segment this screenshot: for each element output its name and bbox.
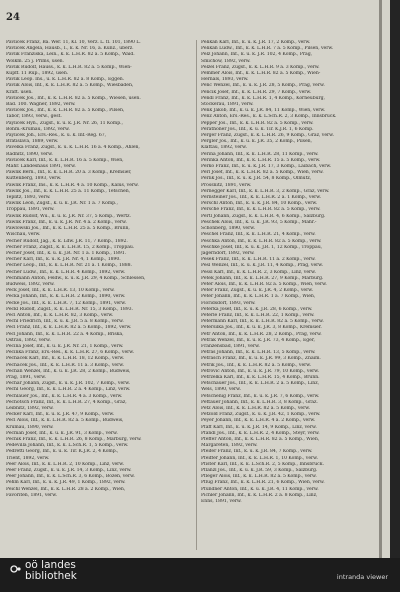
directory-entry-line: Pendl Franz, Inf., k. k. L.H.R. 1, 4 Komp., Korneuburg, bbox=[201, 95, 325, 101]
directory-entry-line: Pawlowski Jos., Inf., k. k. L.H.R. 25 a. 5 Komp., Brunn, bbox=[6, 226, 130, 232]
directory-entry-line: Peschel Franz, Inf., k. k. L.H.R. 21, 4 Komp., verw. bbox=[201, 232, 316, 238]
directory-entry-line: Petr Anton, Inf., k. k. L.H.R. 28, 2 Komp., Prag, verw. bbox=[201, 331, 322, 337]
directory-entry-line: Kupff. 11 Rup., 1892, usen. bbox=[6, 71, 69, 77]
directory-entry-line: Kraft. usen. bbox=[6, 89, 33, 95]
directory-entry-line: Enns, 1891, verw. bbox=[201, 499, 242, 505]
directory-entry-line: Budweis, 1892, verw. bbox=[6, 281, 55, 287]
directory-entry-line: Perko Franz, Inf., k. u. k. J.R. 17, 3 Komp., Laibach, verw. bbox=[201, 164, 332, 170]
directory-entry-line: Paylicek Joh., Ers.-Res., k. u. k. Inf.-Reg. 67, bbox=[6, 133, 107, 139]
directory-entry-line: Peer Alois, Inf., k. k. L.H.R. 2, 10 Komp., Linz, verw. bbox=[6, 461, 125, 467]
directory-entry-line: Pechotsch Franz, Inf., k. k. L.H.R. 27, 4 Komp., Graz, bbox=[6, 399, 127, 405]
directory-entry-line: Pelz Johann, Inf., k. u. k. J.R. 102, 4 Komp., Prag, bbox=[201, 52, 313, 58]
directory-entry-line: Floridsdorf, 1893, verw. bbox=[201, 300, 256, 306]
directory-entry-line: Pavlik Leop. Ins., u. k. L.H.R. 82 a. 8 Komp., Eggen. bbox=[6, 77, 125, 83]
directory-entry-line: Perger Franz, Zugsf., k. k. L.H.R. 26, 9 Komp., Graz, verw. bbox=[201, 133, 334, 139]
directory-entry-line: Peter Franz, Zugsf., k. u. k. J.R. 4, 2 Komp., verw. bbox=[201, 288, 313, 294]
directory-entry-line: Pfeffer Anton, Inf., k. k. L.H.R. 82 a. 5 Komp., Wien, bbox=[201, 437, 320, 442]
directory-entry-line: Perschl Anton, Inf., k. u. k. J.R. 84, 10 Komp., verw. bbox=[201, 201, 318, 207]
directory-entry-line: Margareten, 1892, verw. bbox=[201, 443, 258, 449]
directory-entry-line: Schonberg, 1890, verw. bbox=[201, 226, 255, 232]
directory-entry-line: Peschka Anton, Inf., k. k. L.H.R. 82 a. 5 Komp., verw. bbox=[201, 238, 322, 244]
library-logo-icon[interactable] bbox=[10, 563, 22, 575]
directory-entry-line: Peter Johann, Inf., k. k. L.H.R. 1 a. 7 Komp., Wien, bbox=[201, 294, 316, 300]
viewer-credit[interactable]: intranda viewer bbox=[336, 573, 388, 581]
directory-entry-line: Pemmer Alois, Inf., k. k. L.H.R. 82 a. 5 Komp., Wien- bbox=[201, 71, 321, 77]
directory-entry-line: Pflug Franz, Inf., k. k. L.H.R. 21, 6 Komp., Wien, verw. bbox=[201, 480, 325, 486]
directory-entry-line: Pecl Anton, Inf., k. k. L.H.R. 82, 3 Komp., verw. bbox=[6, 312, 114, 318]
directory-entry-line: Troppau, 1891, verw. bbox=[6, 207, 55, 213]
directory-entry-line: Pavlik Franziska, Lein., k. k. L.H.R. 82 a. 5 Komp., Waid. bbox=[6, 52, 135, 58]
directory-entry-line: Perinka Anton, Inf., k. k. L.H.R. 15 a. 5 Komp., verw. bbox=[201, 157, 321, 163]
directory-entry-line: Pecl Johann, Inf., k. k. L.H.R. 22 a. 4 Komp., Briska, bbox=[6, 331, 124, 337]
directory-entry-line: Leibnitz, 1892, verw. bbox=[6, 405, 54, 411]
directory-entry-line: Perlik Jos., Inf., k. u. k. J.R. 54, 8 Komp., Olmutz, bbox=[201, 176, 312, 182]
directory-entry-line: Pichler Johann, Inf., k. k. L.H.R. 2 a. 8 Komp., Linz, bbox=[201, 492, 318, 498]
directory-entry-line: Petzold Franz, Zugsf., k. u. k. J.R. 42, 1 Komp., verw. bbox=[201, 412, 321, 418]
page-number: 24 bbox=[6, 12, 20, 23]
directory-entry-line: Pehm Karl, Inf., k. u. k. J.R. 49, 1 Komp., 1892, verw. bbox=[6, 480, 126, 486]
directory-entry-line: Peer Franz, Zugsf., k. u. k. J.R. 14, 3 Komp., Linz, verw. bbox=[6, 468, 132, 474]
directory-entry-line: Pawlik Jos., Inf., k. k. L.H.R. 25 a. 11 Komp., Tetschen, bbox=[6, 188, 131, 194]
directory-entry-line: Petrik Jos., Inf., k. k. L.H.R. 82 a. 5 Komp., verw. bbox=[201, 362, 312, 368]
directory-entry-line: Perathoner Jos., Inf., k. u. k. Tir. K.J.R. 1, 6 Komp. bbox=[201, 126, 314, 132]
directory-entry-line: Peyer Johann, Inf., k. k. L.H.R. 4 a. 2 Komp., verw. bbox=[201, 418, 316, 424]
directory-entry-line: Pergler Jos., Inf., k. u. k. J.R. 35, 2 Komp., Pilsen, bbox=[201, 139, 312, 145]
directory-entry-line: Petermann Karl, Inf., k. k. L.H.R. 82 a. 5 Komp., verw. bbox=[201, 319, 324, 325]
directory-entry-line: Wischau, verw. bbox=[6, 232, 41, 238]
logo-line-2: bibliothek bbox=[25, 570, 77, 582]
directory-entry-line: Pecke Jos., Inf., k. k. L.H.R. 7, 12 Komp., 1891, verw. bbox=[6, 300, 127, 306]
directory-entry-line: Pencik Josef, Inf., k. k. L.H.R. 29, 7 Komp., verw. bbox=[201, 89, 312, 95]
directory-entry-line: Pflanzl Jos., Inf., k. u. k. J.R. 59, 3 Komp., Salzburg. bbox=[201, 468, 318, 474]
directory-entry-line: Pessl Karl, Inf., k. k. L.H.R. 2, 3 Komp., Linz, verw. bbox=[201, 269, 316, 275]
directory-entry-line: Petschauer Jos., Inf., k. k. L.H.R. 2 a. 5 Komp., Linz, bbox=[201, 381, 319, 387]
directory-entry-line: Pecker Karl, Inf., k. u. k. J.R. 47, 9 Komp., verw. bbox=[6, 412, 115, 418]
directory-entry-line: Pecman Josef, Inf., k. u. k. J.R. 91, 3 Komp., verw. bbox=[6, 430, 118, 436]
directory-entry-line: Pecka Johann, Inf., k. k. L.H.R. 2 Komp., 1890, verw. bbox=[6, 294, 126, 300]
directory-entry-line: Stockerau, 1891, verw. bbox=[201, 102, 254, 108]
directory-entry-line: Pechan Wenzel, Inf., k. u. k. J.R. 28, 2 Komp., Budweis, bbox=[6, 368, 131, 374]
directory-entry-line: Pechacek Jos., Inf., k. k. L.H.R. 11 a. 3 Komp., verw. bbox=[6, 362, 124, 368]
directory-entry-line: Pecher Karl, Inf., k. u. k. J.R. Nr. 4, 1 Komp., 1890. bbox=[6, 257, 121, 263]
directory-entry-line: Pfeiffer Johann, Inf., k. k. L.H.R. 1, 10 Komp., verw. bbox=[201, 455, 318, 461]
directory-entry-line: Pechl Friedrich, Inf., k. u. k. J.R. 5 a. 8 Komp., verw. bbox=[6, 319, 124, 325]
right-column bbox=[201, 40, 384, 552]
directory-entry-line: Pechacek Karl, Inf., k. k. L.H.R. 18, 12 Komp., verw. bbox=[6, 356, 125, 362]
directory-entry-line: Pavlicek Franz, Ba. Wer. 11, Kl. 10, Verz. L. fl. 101, 1890 L. bbox=[6, 40, 141, 45]
directory-entry-line: Pettauer Johann, Inf., k. k. L.H.R. 3, 8 Komp., Graz. bbox=[201, 399, 318, 405]
directory-entry-line: Hernals, 1893, verw. bbox=[201, 77, 249, 83]
directory-entry-line: Penc Wenzel, Inf., k. u. k. J.R. 28, 5 Komp., Prag, verw. bbox=[201, 83, 325, 89]
directory-entry-line: Pfleger Alois, Inf., k. k. L.H.R. 82 a. 5 Komp., verw. bbox=[201, 474, 317, 480]
directory-entry-line: Perl Josef, Inf., k. k. L.H.R. 82 a. 5 Komp., Wien, verw. bbox=[201, 170, 324, 176]
directory-entry-line: Petschenig Franz, Inf., k. u. k. J.R. 7, 6 Komp., verw. bbox=[201, 393, 320, 399]
directory-entry-line: Bohm.-Krumau, 1892, verw. bbox=[6, 126, 70, 132]
directory-entry-line: Pecnik Franz, Inf., k. k. L.H.R. 26, 8 Komp., Marburg, verw. bbox=[6, 437, 142, 442]
directory-entry-line: Pecher Ludw., Inf., k. k. L.H.R. 4 Komp., 1892, verw. bbox=[6, 269, 126, 275]
directory-entry-line: Pepper Jos., Inf., k. k. L.H.R. 82 a. 5 Komp., verw. bbox=[201, 120, 314, 126]
directory-entry-line: Pawlik Leon, Zugsf., k. u. k. J.R. Nr. 1 a. 7 Komp., bbox=[6, 201, 118, 207]
directory-entry-line: Radnitz, 1890, verw. bbox=[6, 151, 53, 157]
column-divider bbox=[196, 40, 197, 550]
directory-entry-line: Pecher Josef, Inf., k. u. k. J.R. Nr. 1 a. 1 Komp., 1891. bbox=[6, 250, 127, 256]
directory-entry-line: Peterle Franz, Inf., k. k. L.H.R. 22, 1 Komp., verw. bbox=[201, 312, 315, 318]
left-column bbox=[6, 40, 189, 552]
directory-entry-line: Pavlicek Angela, Hausb., I., k. k. Nr. 16, a. Kunz., uberz. bbox=[6, 46, 134, 52]
directory-entry-line: Pesek Franz, Inf., k. k. L.H.R. 11 a. 2 Komp., verw. bbox=[201, 257, 316, 263]
directory-entry-line: Pelzel Franz, Zugsf., k. k. L.H.R. 9 a. 3 Komp., verw. bbox=[201, 64, 320, 70]
directory-entry-line: Pfeifer Franz, Inf., k. u. k. J.R. 84, 7 Komp., verw. bbox=[201, 449, 313, 455]
directory-entry-line: Pecl Alois, Inf., k. k. L.H.R. 82 a. 5 Komp., Budweis, bbox=[6, 418, 124, 424]
directory-entry-line: Petrak Wenzel, Inf., k. u. k. J.R. 73, 4 Komp., Eger, bbox=[201, 337, 315, 343]
directory-entry-line: Peterka Josef, Inf., k. u. k. J.R. 28, 6 Komp., verw. bbox=[201, 306, 313, 312]
directory-entry-line: Smichow, 1892, verw. bbox=[201, 58, 251, 64]
directory-entry-line: Pernsteiner Jos., Inf., k. k. L.H.R. 2 a. 1 Komp., verw. bbox=[201, 195, 322, 201]
directory-entry-line: Ostrau, 1892, verw. bbox=[6, 337, 51, 343]
directory-entry-line: Pechlauer Jos., Inf., k. k. L.H.R. 4 a. 3 Komp., verw. bbox=[6, 393, 123, 399]
directory-entry-line: Petz Alois, Inf., k. k. L.H.R. 82 a. 5 Komp., verw. bbox=[201, 405, 310, 411]
directory-entry-line: Penz Anton, Ers.-Res., k. k. L.Sch.R. 2, 3 Komp., Innsbruck. bbox=[201, 114, 337, 120]
directory-entry-line: Petersilka Jos., Inf., k. u. k. J.R. 3, 8 Komp., Kremsier. bbox=[201, 325, 322, 331]
directory-entry-line: Pechl Georg, Inf., k. k. L.H.R. 2 a. 4 Komp., Linz, verw. bbox=[6, 387, 131, 393]
directory-entry-line: Pavlik Alois, Inf., k. k. L.H.R. 82 a. 5 Komp., Wiesbaden, bbox=[6, 83, 134, 89]
directory-entry-line: Peter Alois, Inf., k. k. L.H.R. 82 a. 5 Komp., Wien, verw. bbox=[201, 281, 327, 287]
directory-entry-line: Pernegger Karl, Inf., k. k. L.H.R. 3, 2 Komp., Graz, verw. bbox=[201, 188, 330, 194]
directory-entry-line: Paylicek Hyn., Zugsf., k. u. k. J.R. Nr. 26, 11 Komp., bbox=[6, 120, 123, 126]
directory-entry-line: Peckl Rudolf, Zugsf., k. k. L.H.R. Nr. 15, 3 Komp., 1893. bbox=[6, 306, 133, 312]
directory-entry-line: Pecina Josef, Inf., k. u. k. J.R. Nr. 21, 1 Komp., verw. bbox=[6, 343, 124, 349]
logo-line-1: oö landes bbox=[25, 559, 76, 571]
directory-entry-line: Pecher Rudolf, Jag., k. k. Ldw. J.R. 11, 7 Komp., 1892. bbox=[6, 238, 128, 244]
directory-entry-line: Pavelka Franz, Zugsf., k. u. k. L.H.R. 16 a. 4 Komp., Ahlen, bbox=[6, 145, 140, 151]
directory-entry-line: Pfandl Jos., Inf., k. k. L.H.R. 2, 4 Komp., Steyr, verw. bbox=[201, 430, 320, 436]
directory-entry-line: Jagerndorf, 1892, verw. bbox=[201, 250, 255, 256]
directory-entry-line: Pelikan Ludw., Inf., k. k. L.H.R. 7 a. 5 Komp., Pilsen, verw. bbox=[201, 46, 334, 52]
directory-entry-line: Wels, 1890, verw. bbox=[201, 387, 241, 393]
directory-entry-line: Pelikan Karl, Inf., k. u. k. J.R. 17, 2 Komp., verw. bbox=[201, 40, 311, 45]
directory-entry-line: Petrovic Anton, Inf., k. u. k. J.R. 79, 10 Komp., verw. bbox=[201, 368, 320, 374]
directory-entry-line: Pechmann Anton, Feldw., k. u. k. J.R. 29, 4 Komp., Schlessen, bbox=[6, 275, 146, 281]
directory-entry-line: Persche Franz, Inf., k. k. L.H.R. 82 a. 5 Komp., verw. bbox=[201, 207, 321, 213]
directory-entry-line: Peichl Wenzel, Inf., k. k. L.H.R. 28 a. 2 Komp., Wien, bbox=[6, 486, 126, 492]
directory-entry-line: Peck Josef, Inf., k. k. L.H.R. 13, 10 Komp., verw. bbox=[6, 288, 115, 294]
directory-entry-line: Petek Johann, Inf., k. k. L.H.R. 27, 9 Komp., Marburg. bbox=[201, 275, 324, 281]
directory-entry-line: Peschek Alois, Inf., k. u. k. J.R. 93, 5 Komp., Mahr.- bbox=[201, 219, 317, 225]
directory-entry-line: Bad. 100. Wagner, 1892, verw. bbox=[6, 102, 76, 108]
directory-entry-line: Petrzelka Karl, Inf., k. k. L.H.R. 15, 4 Komp., Brunn. bbox=[201, 374, 320, 380]
directory-entry-line: Perina Johann, Inf., k. k. L.H.R. 28, 11 Komp., verw. bbox=[201, 151, 319, 157]
directory-entry-line: Pechar Johann, Zugsf., k. u. k. J.R. 102, 7 Komp., verw. bbox=[6, 381, 131, 387]
directory-entry-line: Pecl Franz, Inf., k. k. L.H.R. 82 a. 5 Komp., 1892, verw. bbox=[6, 325, 132, 331]
directory-entry-line: Prossnitz, 1891, verw. bbox=[201, 182, 252, 188]
directory-entry-line: Pedretti Georg, Inf., k. u. k. Tir. K.J.R. 2, 4 Komp., bbox=[6, 449, 119, 455]
directory-entry-line: Pertl Johann, Zugsf., k. k. L.H.R. 4, 6 Komp., Salzburg. bbox=[201, 213, 326, 219]
directory-entry-line: Pesl Wenzel, Inf., k. u. k. J.R. 11, 4 Komp., Prag, verw. bbox=[201, 263, 324, 269]
directory-entry-line: Pecinka Franz, Ers.-Res., k. k. L.H.R. 27, 6 Komp., verw. bbox=[6, 350, 135, 356]
page-edge bbox=[379, 0, 382, 558]
directory-entry-line: Pecher Leop., Inf., k. k. L.H.R. Nr. 21 a. 1 Komp., 1888. bbox=[6, 263, 132, 269]
directory-entry-line: Favoriten, 1891, verw. bbox=[6, 492, 57, 498]
directory-entry-line: Pavlik Rudolf, Hauss., k. k. L.H.R. 82 a. 5 Komp., Wien- bbox=[6, 64, 132, 70]
directory-entry-line: Bratislava, 1889, verw. bbox=[6, 139, 59, 145]
directory-entry-line: Penk Jakob, Inf., k. u. k. J.R. 84, 11 Komp., Wien, verw. bbox=[201, 108, 326, 114]
directory-entry-line: Pawlik Franz, Inf., k. u. k. J.R. Nr. 4 a. 2 Komp., verw. bbox=[6, 219, 127, 225]
directory-entry-line: Pfister Karl, Inf., k. k. L.Sch.R. 2, 5 Komp., Innsbruck. bbox=[201, 461, 324, 467]
directory-entry-line: Pfaff Karl, Inf., k. u. k. J.R. 14, 9 Komp., Linz, verw. bbox=[201, 424, 317, 430]
library-logo-text[interactable] bbox=[25, 560, 77, 582]
directory-entry-line: Franzensbad, 1891, verw. bbox=[201, 343, 260, 349]
directory-entry-line: Kuttenberg, 1893, verw. bbox=[6, 176, 62, 182]
directory-entry-line: Petras Johann, Inf., k. k. L.H.R. 13, 5 Komp., verw. bbox=[201, 350, 316, 356]
directory-entry-line: Teplitz, 1893, verw. bbox=[6, 195, 51, 201]
directory-entry-line: Trient, 1892, verw. bbox=[6, 455, 50, 461]
adjacent-page-strip bbox=[390, 0, 400, 558]
directory-entry-line: Pavlicek Jos., Inf., k. k. L.H.R. 82 a. 5 Komp., Wiesen, usen. bbox=[6, 95, 141, 101]
directory-entry-line: Wolkm. 25 j. Prims, usen. bbox=[6, 58, 64, 64]
directory-entry-line: Pfundner Anton, Inf., k. u. k. J.R. 4, 11 Komp., verw. bbox=[201, 486, 319, 492]
directory-entry-line: Krumau, 1890, verw. bbox=[6, 424, 54, 430]
directory-entry-line: Peer Johann, Inf., k. k. L.Sch.R. 3, 6 Komp., Bozen, verw. bbox=[6, 474, 135, 480]
directory-entry-line: Prag, 1891, verw. bbox=[6, 374, 47, 380]
directory-entry-line: Pawlik Bern., Inf., k. k. L.H.R. 20 a. 3 Komp., Kremsier, bbox=[6, 170, 132, 176]
directory-entry-line: Tabor, 1893, verw., gest. bbox=[6, 114, 62, 120]
directory-entry-line: Petrasch Franz, Inf., k. u. k. J.R. 99, 3 Komp., Znaim. bbox=[201, 356, 321, 362]
directory-entry-line: Pawlik Franz, Ins., k. k. L.H.R. 4 a. 10 Komp., Kalus, verw. bbox=[6, 182, 139, 188]
directory-entry-line: Peschke Josef, Inf., k. u. k. J.R. 1, 12 Komp., Troppau, bbox=[201, 244, 323, 250]
directory-entry-line: Pavlicek Karl, Inf., k. k. L.H.R. 16 a. 5 Komp., Wien, bbox=[6, 157, 124, 163]
directory-entry-line: Pedevilla Johann, Inf., k. k. L.Sch.R. 1, 5 Komp., verw. bbox=[6, 443, 129, 449]
directory-entry-line: Pecher Franz, Zugsf., k. k. L.H.R. 15, 2 Komp., Troppau. bbox=[6, 244, 135, 250]
directory-entry-line: Pawlik Rudolf, Wu., k. u. k. J.R. Nr. 37, 5 Komp., Wertz. bbox=[6, 213, 131, 219]
directory-entry-line: Pavlicek Jos., Inf., k. k. L.H.R. 82 a. 5 Komp., Pilsen, bbox=[6, 108, 125, 114]
directory-entry-line: Klattau, 1892, verw. bbox=[201, 145, 247, 151]
directory-entry-line: Mahr. Landeshaus 1891, verw. bbox=[6, 164, 76, 170]
